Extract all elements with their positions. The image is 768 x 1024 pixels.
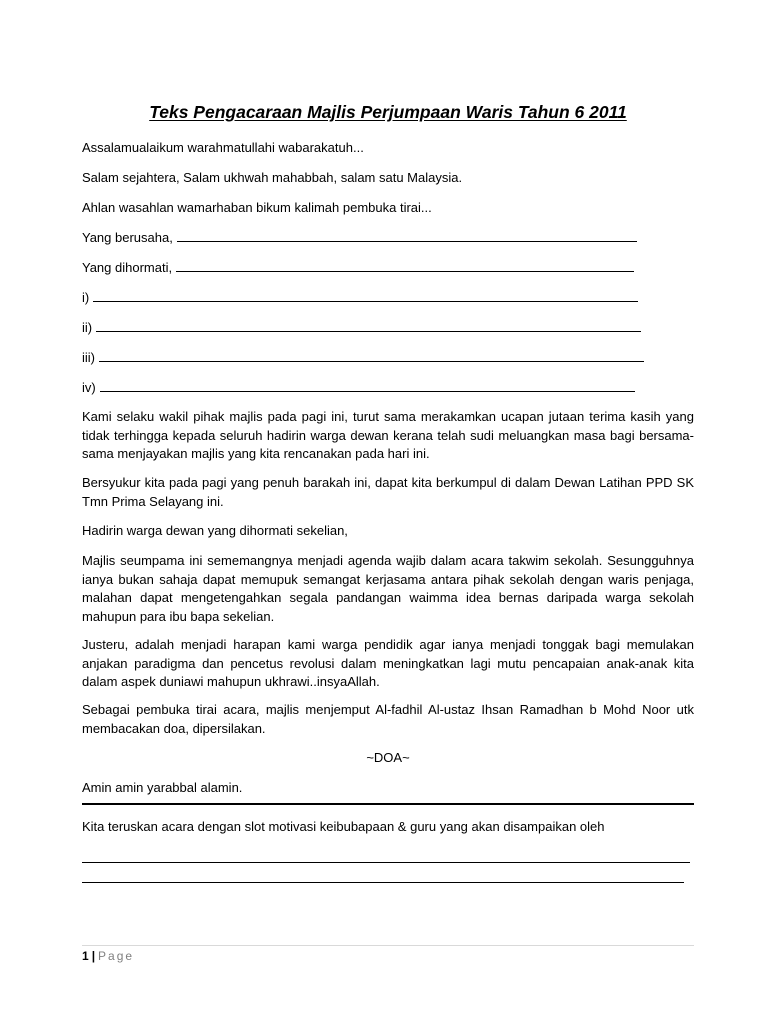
fill-blank	[177, 240, 637, 242]
fill-blank	[176, 270, 634, 272]
body-paragraph: Justeru, adalah menjadi harapan kami warga pendidik agar ianya menjadi tonggak bagi memulakan anjakan paradigma dan pencetus revolusi dalam meningkatkan lagi mutu pencapaian anak-anak kita dalam aspek duniawi mahupun ukhrawi..insyaAllah.	[82, 637, 694, 689]
form-line	[82, 259, 634, 277]
body-paragraph: Hadirin warga dewan yang dihormati sekelian,	[82, 523, 348, 538]
fill-blank	[99, 360, 644, 362]
fill-blank	[82, 882, 684, 883]
body-paragraph: Majlis seumpama ini sememangnya menjadi agenda wajib dalam acara takwim sekolah. Sesungguhnya ianya bukan sahaja dapat memupuk semangat kerjasama antara pihak sekolah dengan waris penjaga, malahan dapat mengetengahkan segala pandangan waimma idea bernas daripada warga sekolah mahupun para ibu bapa sekelian.	[82, 553, 694, 624]
document-title: Teks Pengacaraan Majlis Perjumpaan Waris Tahun 6 2011	[149, 102, 627, 122]
page-footer	[82, 948, 134, 964]
form-line-label: ii)	[82, 320, 93, 335]
body-paragraph: Kami selaku wakil pihak majlis pada pagi ini, turut sama merakamkan ucapan jutaan terima kasih yang tidak terhingga kepada seluruh hadirin warga dewan kerana telah sudi meluangkan masa bagi bersama-sama menjayakan majlis yang kita rencanakan pada hari ini.	[82, 409, 694, 461]
form-line-label: iii)	[82, 350, 95, 365]
greeting-line: Salam sejahtera, Salam ukhwah mahabbah, salam satu Malaysia.	[82, 170, 463, 185]
fill-blank	[96, 330, 641, 332]
next-slot-line: Kita teruskan acara dengan slot motivasi keibubapaan & guru yang akan disampaikan oleh	[82, 819, 605, 834]
form-line	[82, 379, 635, 397]
form-line-label: iv)	[82, 380, 96, 395]
form-line	[82, 229, 637, 247]
greeting-line: Ahlan wasahlan wamarhaban bikum kalimah pembuka tirai...	[82, 200, 432, 215]
form-line	[82, 349, 644, 367]
page-label: Page	[98, 949, 135, 963]
form-line	[82, 289, 638, 307]
footer-separator: |	[91, 949, 96, 963]
document-page	[82, 0, 694, 1024]
greeting-line: Assalamualaikum warahmatullahi wabarakatuh...	[82, 140, 364, 155]
fill-blank	[93, 300, 638, 302]
fill-blank	[100, 390, 635, 392]
form-line-label: i)	[82, 290, 90, 305]
footer-divider	[82, 945, 694, 946]
form-line-label: Yang berusaha,	[82, 230, 173, 245]
page-number: 1	[82, 949, 89, 963]
section-divider	[82, 803, 694, 805]
form-line	[82, 319, 641, 337]
fill-blank	[82, 862, 690, 863]
doa-heading: ~DOA~	[366, 750, 410, 765]
body-paragraph: Bersyukur kita pada pagi yang penuh barakah ini, dapat kita berkumpul di dalam Dewan Latihan PPD SK Tmn Prima Selayang ini.	[82, 475, 694, 509]
form-line-label: Yang dihormati,	[82, 260, 173, 275]
body-paragraph: Sebagai pembuka tirai acara, majlis menjemput Al-fadhil Al-ustaz Ihsan Ramadhan b Mohd Noor utk membacakan doa, dipersilakan.	[82, 702, 694, 736]
closing-line: Amin amin yarabbal alamin.	[82, 780, 243, 795]
